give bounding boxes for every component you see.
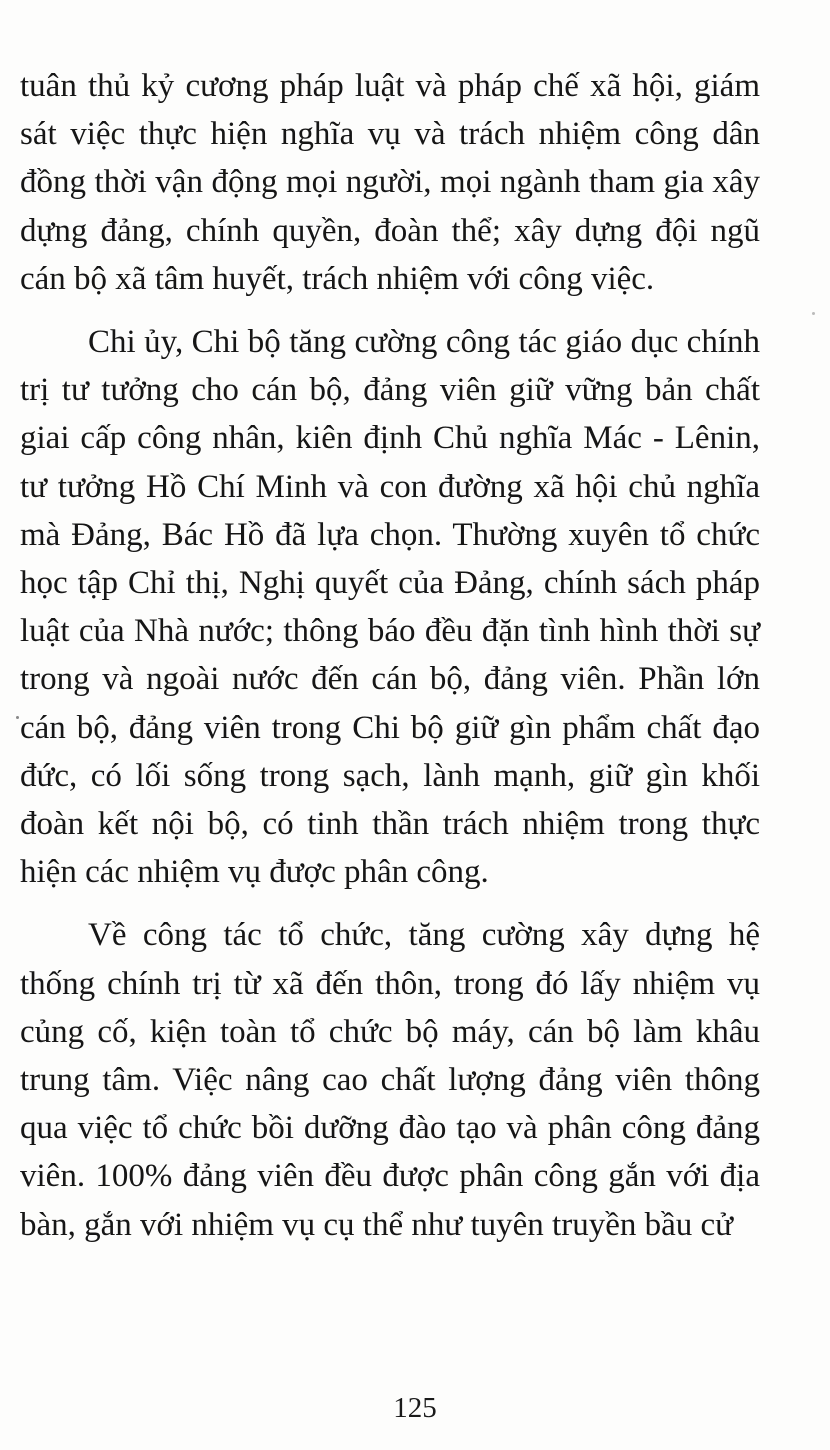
body-text xyxy=(20,62,760,1249)
paragraph-3: Về công tác tổ chức, tăng cường xây dựng hệ thống chính trị từ xã đến thôn, trong đó lấy nhiệm vụ củng cố, kiện toàn tổ chức bộ máy, cán bộ làm khâu trung tâm. Việc nâng cao chất lượng đảng viên thông qua việc tổ chức bồi dưỡng đào tạo và phân công đảng viên. 100% đảng viên đều được phân công gắn với địa bàn, gắn với nhiệm vụ cụ thể như tuyên truyền bầu cử xyxy=(20,917,760,1243)
page-number: 125 xyxy=(393,1392,437,1424)
paragraph-2: Chi ủy, Chi bộ tăng cường công tác giáo dục chính trị tư tưởng cho cán bộ, đảng viên giữ vững bản chất giai cấp công nhân, kiên định Chủ nghĩa Mác - Lênin, tư tưởng Hồ Chí Minh và con đường xã hội chủ nghĩa mà Đảng, Bác Hồ đã lựa chọn. Thường xuyên tổ chức học tập Chỉ thị, Nghị quyết của Đảng, chính sách pháp luật của Nhà nước; thông báo đều đặn tình hình thời sự trong và ngoài nước đến cán bộ, đảng viên. Phần lớn cán bộ, đảng viên trong Chi bộ giữ gìn phẩm chất đạo đức, có lối sống trong sạch, lành mạnh, giữ gìn khối đoàn kết nội bộ, có tinh thần trách nhiệm trong thực hiện các nhiệm vụ được phân công. xyxy=(20,324,760,891)
scan-speck xyxy=(812,312,815,315)
scan-speck xyxy=(16,716,19,719)
paragraph-1: tuân thủ kỷ cương pháp luật và pháp chế xã hội, giám sát việc thực hiện nghĩa vụ và trách nhiệm công dân đồng thời vận động mọi người, mọi ngành tham gia xây dựng đảng, chính quyền, đoàn thể; xây dựng đội ngũ cán bộ xã tâm huyết, trách nhiệm với công việc. xyxy=(20,68,760,297)
